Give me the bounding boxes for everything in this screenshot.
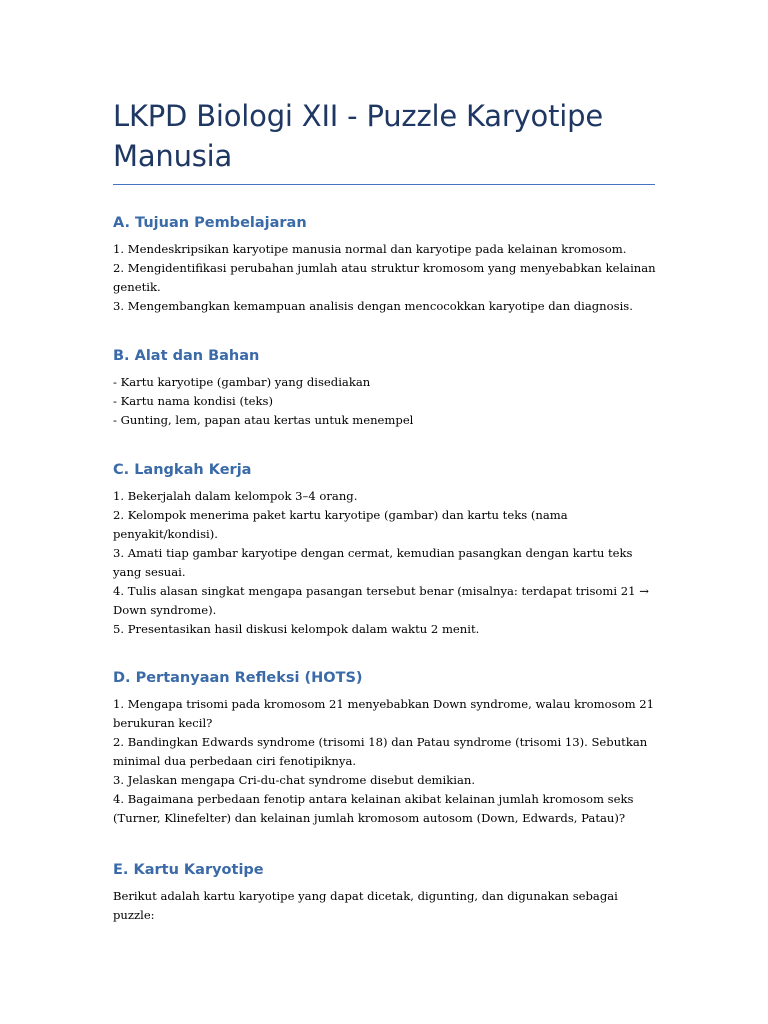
section-alat-dan-bahan: [113, 346, 658, 430]
paragraph: Berikut adalah kartu karyotipe yang dapat dicetak, digunting, dan digunakan sebagai puzzle:: [113, 889, 618, 922]
list-item: - Gunting, lem, papan atau kertas untuk menempel: [113, 413, 414, 427]
list-item: 2. Bandingkan Edwards syndrome (trisomi 18) dan Patau syndrome (trisomi 13). Sebutkan minimal dua perbedaan ciri fenotipiknya.: [113, 735, 648, 768]
list-item: 1. Mengapa trisomi pada kromosom 21 menyebabkan Down syndrome, walau kromosom 21 berukuran kecil?: [113, 697, 655, 730]
section-heading: B. Alat dan Bahan: [113, 348, 260, 364]
section-heading: C. Langkah Kerja: [113, 462, 252, 478]
list-item: 4. Tulis alasan singkat mengapa pasangan tersebut benar (misalnya: terdapat trisomi 21 → Down syndrome).: [113, 584, 649, 617]
document-title: LKPD Biologi XII - Puzzle Karyotipe Manusia: [113, 99, 603, 173]
list-item: 1. Mendeskripsikan karyotipe manusia normal dan karyotipe pada kelainan kromosom.: [113, 242, 627, 256]
list-item: - Kartu karyotipe (gambar) yang disediakan: [113, 375, 371, 389]
section-heading: E. Kartu Karyotipe: [113, 862, 264, 878]
list-item: 5. Presentasikan hasil diskusi kelompok dalam waktu 2 menit.: [113, 622, 480, 636]
section-heading: D. Pertanyaan Refleksi (HOTS): [113, 670, 363, 686]
section-langkah-kerja: [113, 460, 658, 639]
list-item: 3. Amati tiap gambar karyotipe dengan cermat, kemudian pasangkan dengan kartu teks yang sesuai.: [113, 546, 633, 579]
list-item: 3. Jelaskan mengapa Cri-du-chat syndrome disebut demikian.: [113, 773, 476, 787]
list-item: 1. Bekerjalah dalam kelompok 3–4 orang.: [113, 489, 358, 503]
document-page: [113, 96, 658, 185]
section-heading: A. Tujuan Pembelajaran: [113, 215, 307, 231]
list-item: 3. Mengembangkan kemampuan analisis dengan mencocokkan karyotipe dan diagnosis.: [113, 299, 633, 313]
list-item: 4. Bagaimana perbedaan fenotip antara kelainan akibat kelainan jumlah kromosom seks (Turner, Klinefelter) dan kelainan jumlah kromosom autosom (Down, Edwards, Patau)?: [113, 792, 634, 825]
section-tujuan-pembelajaran: [113, 213, 658, 316]
list-item: - Kartu nama kondisi (teks): [113, 394, 273, 408]
list-item: 2. Mengidentifikasi perubahan jumlah atau struktur kromosom yang menyebabkan kelainan genetik.: [113, 261, 656, 294]
section-kartu-karyotipe: [113, 860, 658, 925]
title-underline: [113, 184, 655, 185]
list-item: 2. Kelompok menerima paket kartu karyotipe (gambar) dan kartu teks (nama penyakit/kondisi).: [113, 508, 568, 541]
section-pertanyaan-refleksi: [113, 668, 658, 828]
